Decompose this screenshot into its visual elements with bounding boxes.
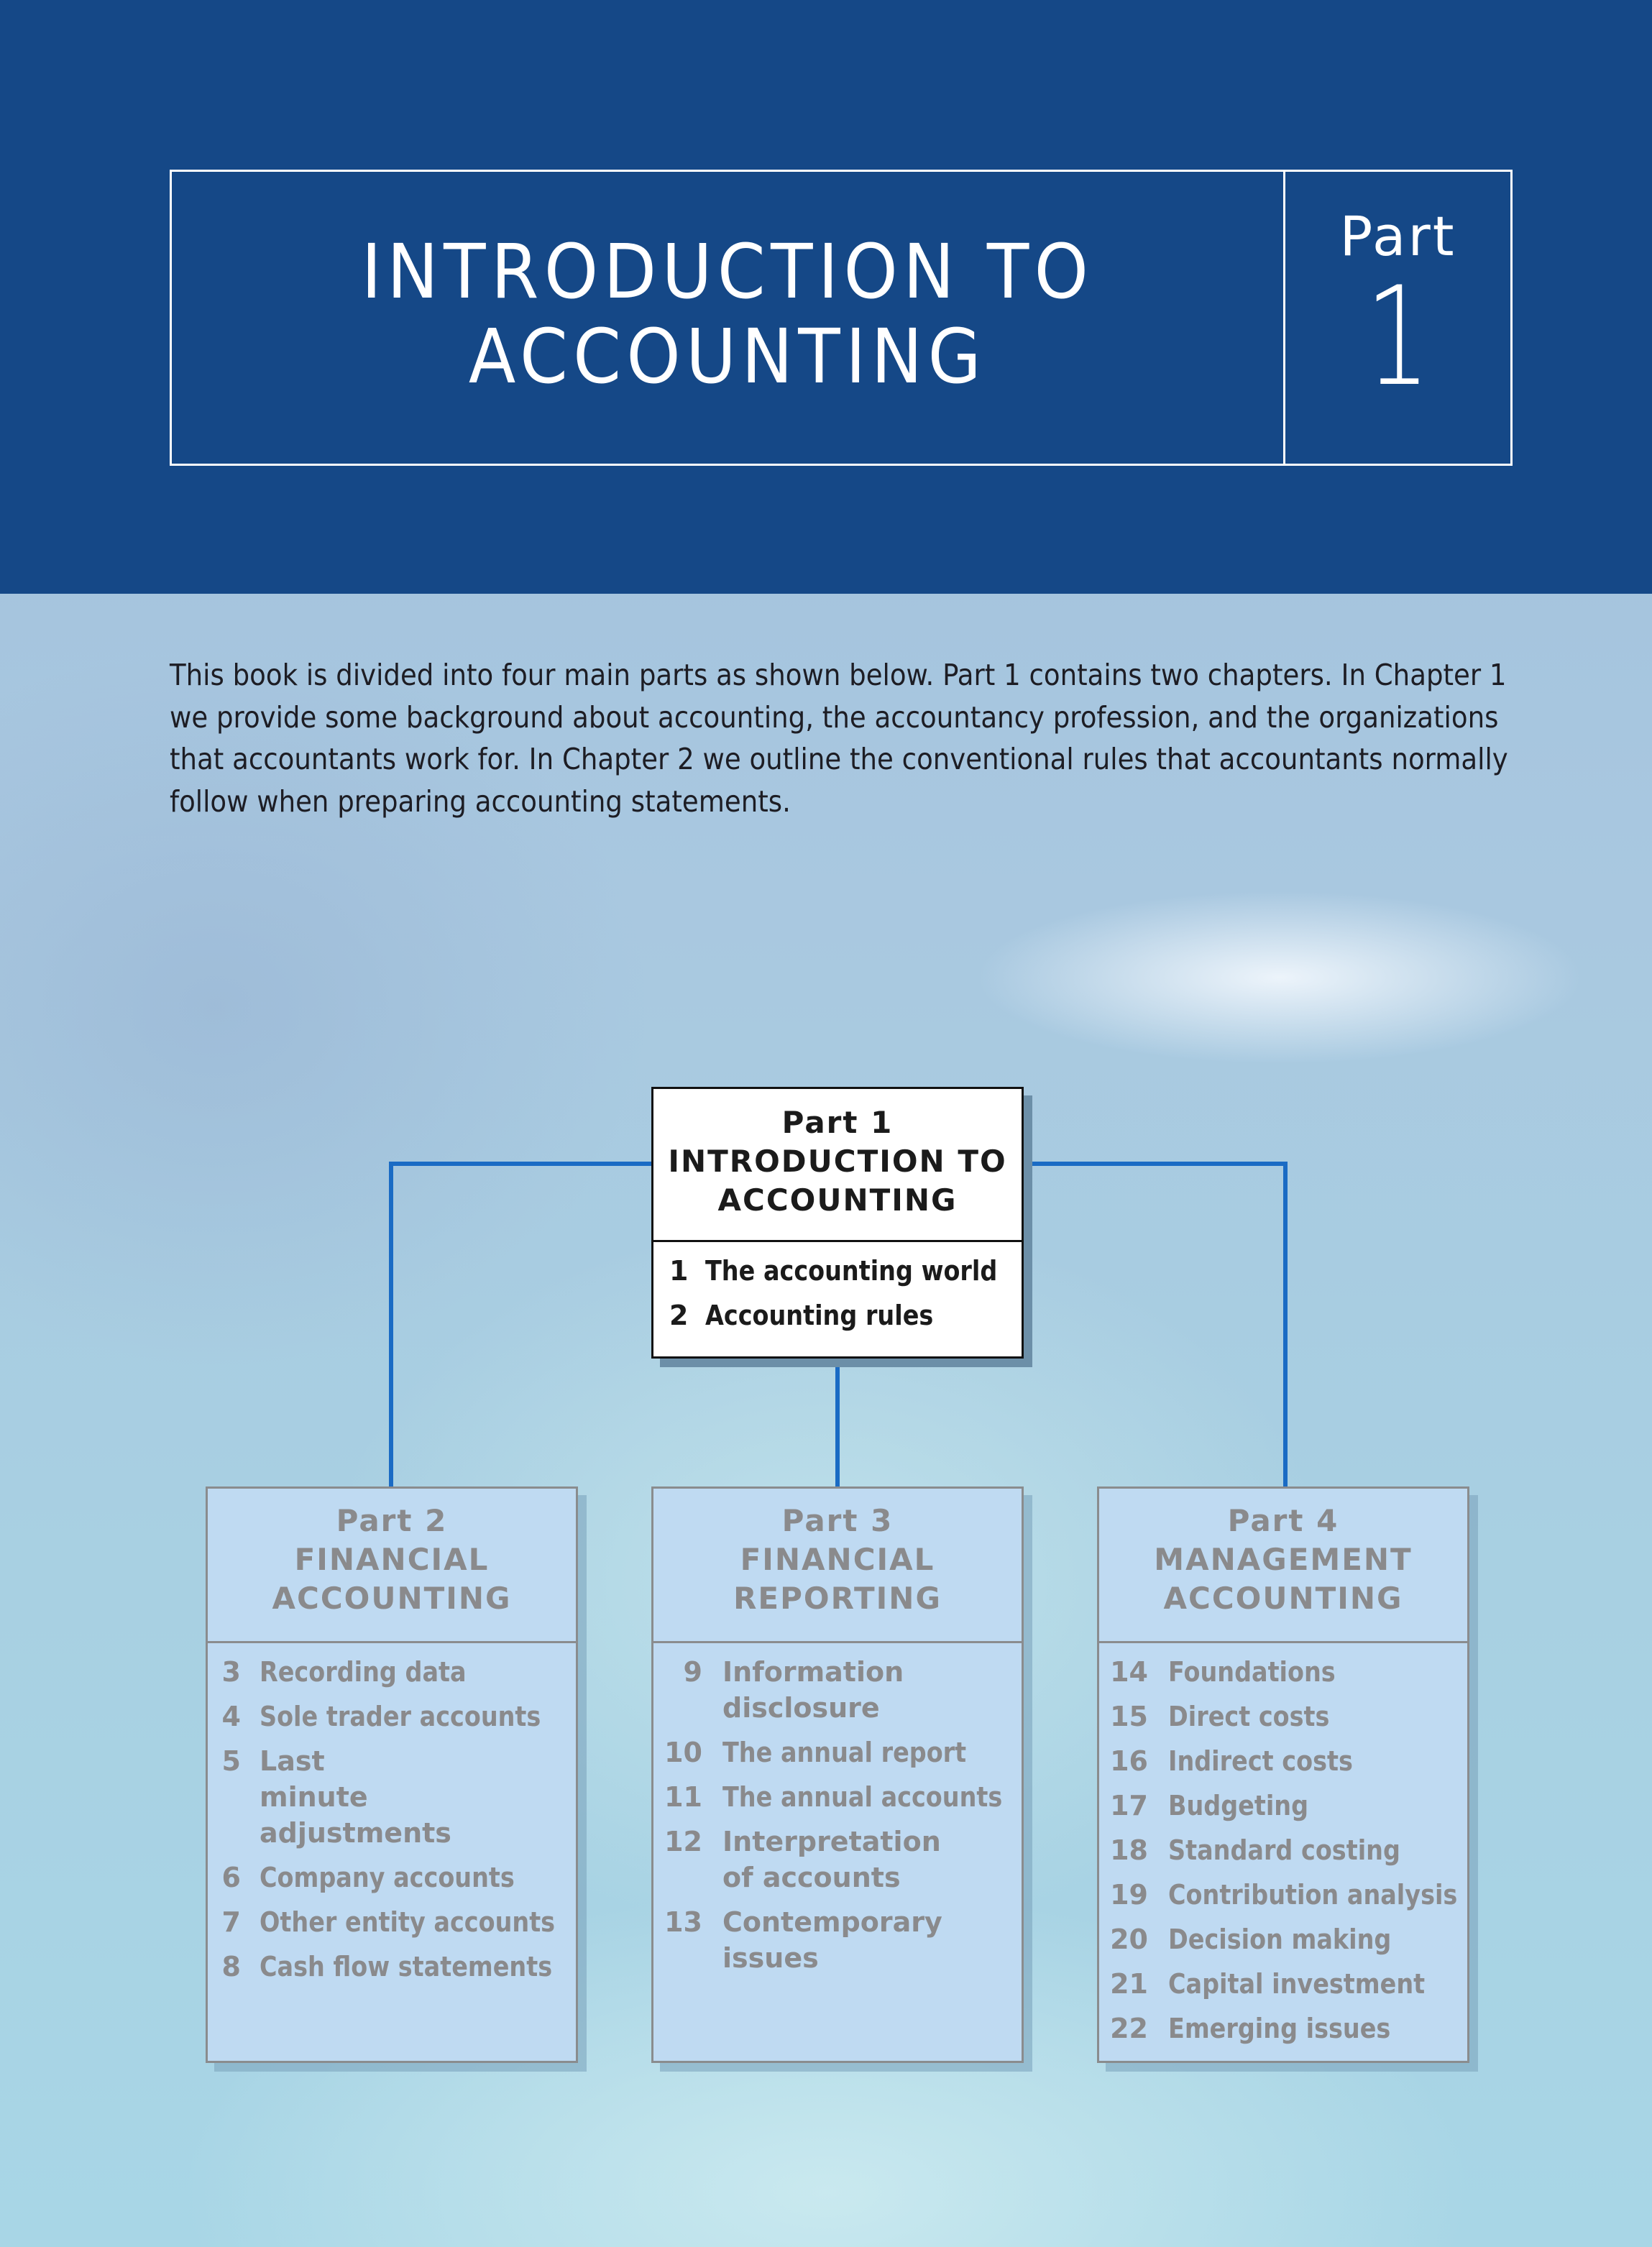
connector-right-vertical [1283, 1162, 1288, 1488]
chapter-number: 1 [669, 1255, 689, 1287]
chapter-item[interactable] [1099, 1743, 1467, 1779]
connector-left-horizontal [389, 1162, 653, 1166]
part-1-chapter-list [653, 1253, 1022, 1342]
chapter-title: Other entity accounts [260, 1906, 556, 1938]
chapter-number: 8 [221, 1951, 241, 1982]
part-3-label: Part 3 [781, 1503, 894, 1538]
part-1-divider [653, 1240, 1022, 1242]
chapter-title: Contribution analysis [1168, 1879, 1458, 1911]
chapter-item[interactable] [1099, 1832, 1467, 1868]
chapter-number: 14 [1110, 1656, 1148, 1688]
chapter-number: 2 [669, 1300, 689, 1331]
chapter-title: Emerging issues [1168, 2013, 1391, 2044]
chapter-number: 10 [664, 1737, 702, 1768]
chapter-item[interactable] [653, 1297, 1022, 1333]
part-1-title-line-1: INTRODUCTION TO [668, 1144, 1007, 1179]
chapter-title: The annual accounts [722, 1781, 1003, 1813]
chapter-item[interactable] [653, 1779, 1022, 1815]
chapter-number: 19 [1110, 1879, 1148, 1911]
part-3-chapter-list [653, 1654, 1022, 1985]
chapter-title: Information disclosure [722, 1656, 904, 1724]
chapter-title: Last minute adjustments [260, 1745, 451, 1849]
chapter-item[interactable] [208, 1860, 576, 1896]
chapter-item[interactable] [208, 1743, 451, 1851]
chapter-title: The annual report [722, 1737, 967, 1768]
chapter-number: 3 [221, 1656, 241, 1688]
part-2-title-line-2: ACCOUNTING [272, 1581, 512, 1616]
page-title-line-1: INTRODUCTION TO [361, 228, 1094, 316]
chapter-title: Capital investment [1168, 1968, 1426, 2000]
chapter-title: Foundations [1168, 1656, 1336, 1688]
chapter-item[interactable] [1099, 2011, 1467, 2046]
part-4-title-line-1: MANAGEMENT [1154, 1542, 1413, 1577]
part-3-title-line-1: FINANCIAL [740, 1542, 935, 1577]
chapter-number: 22 [1110, 2013, 1148, 2044]
chapter-item[interactable] [1099, 1877, 1467, 1913]
chapter-title: Standard costing [1168, 1834, 1400, 1866]
part-3-title-line-2: REPORTING [733, 1581, 942, 1616]
header-band [0, 0, 1652, 594]
chapter-item[interactable] [653, 1904, 942, 1976]
part-3-divider [653, 1641, 1022, 1643]
chapter-item[interactable] [208, 1949, 576, 1985]
part-2-heading [208, 1502, 576, 1618]
part-number: 1 [1365, 257, 1431, 416]
chapter-number: 6 [221, 1862, 241, 1893]
chapter-item[interactable] [1099, 1654, 1467, 1690]
part-2-divider [208, 1641, 576, 1643]
chapter-item[interactable] [653, 1824, 941, 1896]
chapter-title: Cash flow statements [260, 1951, 553, 1982]
part-2-chapter-list [208, 1654, 576, 1993]
chapter-title: Decision making [1168, 1924, 1392, 1955]
chapter-number: 12 [664, 1826, 702, 1857]
part-1-box [651, 1087, 1024, 1359]
chapter-item[interactable] [1099, 1966, 1467, 2002]
part-4-divider [1099, 1641, 1467, 1643]
part-4-heading [1099, 1502, 1467, 1618]
chapter-item[interactable] [653, 1734, 1022, 1770]
page-title-line-2: ACCOUNTING [468, 313, 987, 400]
part-label: Part [1339, 204, 1456, 268]
chapter-number: 15 [1110, 1701, 1148, 1732]
chapter-number: 9 [683, 1656, 702, 1688]
part-2-box [206, 1486, 578, 2063]
chapter-title: Budgeting [1168, 1790, 1309, 1821]
chapter-title: Indirect costs [1168, 1745, 1353, 1777]
chapter-number: 18 [1110, 1834, 1148, 1866]
chapter-item[interactable] [1099, 1788, 1467, 1824]
part-4-box [1097, 1486, 1469, 2063]
part-4-label: Part 4 [1227, 1503, 1339, 1538]
chapter-item[interactable] [653, 1654, 904, 1726]
chapter-number: 7 [221, 1906, 241, 1938]
chapter-item[interactable] [1099, 1921, 1467, 1957]
chapter-item[interactable] [1099, 1699, 1467, 1734]
chapter-item[interactable] [653, 1253, 1022, 1289]
part-1-label: Part 1 [781, 1105, 894, 1140]
chapter-number: 16 [1110, 1745, 1148, 1777]
part-1-title-line-2: ACCOUNTING [717, 1182, 958, 1218]
part-3-heading [653, 1502, 1022, 1618]
part-2-label: Part 2 [336, 1503, 448, 1538]
chapter-title: Sole trader accounts [260, 1701, 541, 1732]
chapter-item[interactable] [208, 1699, 576, 1734]
chapter-title: Company accounts [260, 1862, 515, 1893]
chapter-title: Direct costs [1168, 1701, 1330, 1732]
page-title [216, 229, 1239, 399]
chapter-item[interactable] [208, 1654, 576, 1690]
chapter-number: 20 [1110, 1924, 1148, 1955]
part-4-chapter-list [1099, 1654, 1467, 2055]
connector-left-vertical [389, 1162, 393, 1488]
intro-paragraph: This book is divided into four main parts as shown below. Part 1 contains two chapters. In Chapter 1 we provide some background about accounting, the accountancy profession, and the organizations that accountants work for. In Chapter 2 we outline the conventional rules that accountants normally follow when preparing accounting statements. [170, 658, 1508, 819]
chapter-number: 11 [664, 1781, 702, 1813]
title-frame [170, 170, 1513, 466]
part-1-heading [653, 1103, 1022, 1220]
chapter-number: 17 [1110, 1790, 1148, 1821]
chapter-title: Contemporary issues [722, 1906, 942, 1974]
part-3-box [651, 1486, 1024, 2063]
chapter-number: 13 [664, 1906, 702, 1938]
chapter-title: Interpretation of accounts [722, 1826, 941, 1893]
chapter-title: The accounting world [705, 1255, 998, 1287]
chapter-title: Recording data [260, 1656, 467, 1688]
connector-center-vertical [835, 1357, 840, 1488]
chapter-title: Accounting rules [705, 1300, 934, 1331]
chapter-number: 4 [221, 1701, 241, 1732]
part-2-title-line-1: FINANCIAL [294, 1542, 490, 1577]
connector-right-horizontal [1022, 1162, 1288, 1166]
chapter-number: 5 [221, 1745, 241, 1777]
chapter-number: 21 [1110, 1968, 1148, 2000]
chapter-item[interactable] [208, 1904, 576, 1940]
part-4-title-line-2: ACCOUNTING [1163, 1581, 1403, 1616]
